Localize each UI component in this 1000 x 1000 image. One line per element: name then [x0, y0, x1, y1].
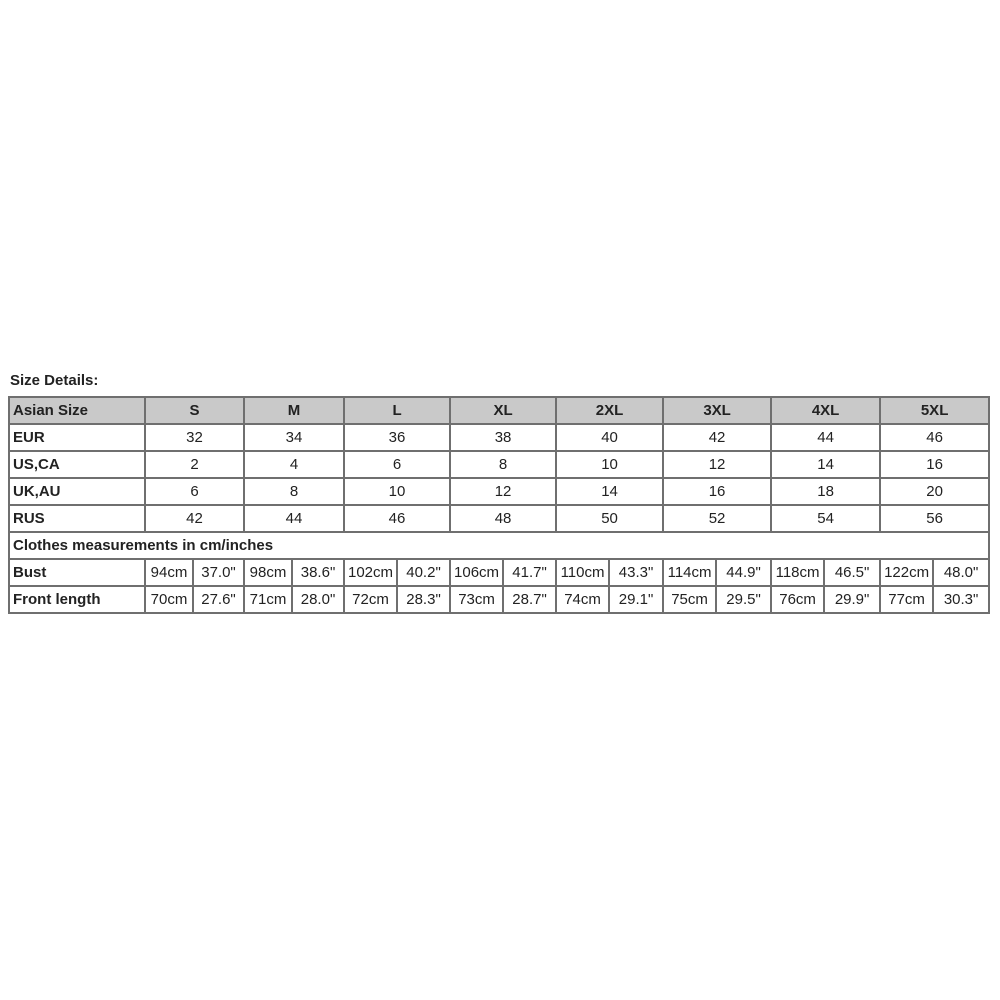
- measurement-cm-cell: 102cm: [344, 559, 397, 586]
- size-value-cell: 12: [663, 451, 771, 478]
- conversion-row: [9, 424, 989, 451]
- measurement-inch-cell: 38.6": [292, 559, 344, 586]
- size-value-cell: 8: [450, 451, 556, 478]
- row-label: US,CA: [9, 451, 145, 478]
- size-value-cell: 20: [880, 478, 989, 505]
- measurement-cm-cell: 77cm: [880, 586, 933, 613]
- size-value-cell: 4: [244, 451, 344, 478]
- size-value-cell: 34: [244, 424, 344, 451]
- size-chart-table: [8, 396, 990, 614]
- measurement-inch-cell: 29.9": [824, 586, 880, 613]
- measurement-cm-cell: 71cm: [244, 586, 292, 613]
- measurement-inch-cell: 30.3": [933, 586, 989, 613]
- size-header-4xl: 4XL: [771, 397, 880, 424]
- size-value-cell: 6: [145, 478, 244, 505]
- measurement-row: [9, 559, 989, 586]
- row-label: Bust: [9, 559, 145, 586]
- measurement-inch-cell: 41.7": [503, 559, 556, 586]
- row-label: UK,AU: [9, 478, 145, 505]
- size-value-cell: 42: [663, 424, 771, 451]
- size-value-cell: 16: [880, 451, 989, 478]
- measurement-cm-cell: 75cm: [663, 586, 716, 613]
- size-value-cell: 2: [145, 451, 244, 478]
- measurement-inch-cell: 46.5": [824, 559, 880, 586]
- size-value-cell: 10: [556, 451, 663, 478]
- conversion-row: [9, 505, 989, 532]
- measurement-inch-cell: 29.1": [609, 586, 663, 613]
- measurement-inch-cell: 43.3": [609, 559, 663, 586]
- size-header-l: L: [344, 397, 450, 424]
- size-value-cell: 12: [450, 478, 556, 505]
- size-header-m: M: [244, 397, 344, 424]
- measurement-cm-cell: 98cm: [244, 559, 292, 586]
- row-label: Front length: [9, 586, 145, 613]
- size-header-3xl: 3XL: [663, 397, 771, 424]
- size-value-cell: 50: [556, 505, 663, 532]
- measurement-cm-cell: 72cm: [344, 586, 397, 613]
- row-label: EUR: [9, 424, 145, 451]
- header-label: Asian Size: [9, 397, 145, 424]
- measurement-inch-cell: 37.0": [193, 559, 244, 586]
- size-details-title: Size Details:: [10, 372, 99, 389]
- size-value-cell: 46: [344, 505, 450, 532]
- size-value-cell: 14: [556, 478, 663, 505]
- size-value-cell: 54: [771, 505, 880, 532]
- size-value-cell: 18: [771, 478, 880, 505]
- measurement-inch-cell: 44.9": [716, 559, 771, 586]
- size-header-s: S: [145, 397, 244, 424]
- size-value-cell: 46: [880, 424, 989, 451]
- size-value-cell: 14: [771, 451, 880, 478]
- measurement-row: [9, 586, 989, 613]
- size-value-cell: 42: [145, 505, 244, 532]
- size-value-cell: 44: [771, 424, 880, 451]
- size-chart-body: [9, 397, 989, 613]
- size-value-cell: 10: [344, 478, 450, 505]
- measurement-inch-cell: 40.2": [397, 559, 450, 586]
- header-row: [9, 397, 989, 424]
- measurement-cm-cell: 70cm: [145, 586, 193, 613]
- measurement-cm-cell: 76cm: [771, 586, 824, 613]
- conversion-row: [9, 451, 989, 478]
- size-value-cell: 40: [556, 424, 663, 451]
- conversion-row: [9, 478, 989, 505]
- measurement-inch-cell: 48.0": [933, 559, 989, 586]
- measurement-cm-cell: 122cm: [880, 559, 933, 586]
- size-value-cell: 6: [344, 451, 450, 478]
- measurement-cm-cell: 73cm: [450, 586, 503, 613]
- measurement-inch-cell: 29.5": [716, 586, 771, 613]
- measurement-cm-cell: 114cm: [663, 559, 716, 586]
- size-value-cell: 44: [244, 505, 344, 532]
- row-label: RUS: [9, 505, 145, 532]
- measurement-inch-cell: 27.6": [193, 586, 244, 613]
- size-value-cell: 52: [663, 505, 771, 532]
- size-header-5xl: 5XL: [880, 397, 989, 424]
- size-value-cell: 48: [450, 505, 556, 532]
- size-value-cell: 16: [663, 478, 771, 505]
- measurement-inch-cell: 28.7": [503, 586, 556, 613]
- size-value-cell: 8: [244, 478, 344, 505]
- measurement-inch-cell: 28.3": [397, 586, 450, 613]
- measurement-cm-cell: 110cm: [556, 559, 609, 586]
- measurements-heading: Clothes measurements in cm/inches: [9, 532, 989, 559]
- measurement-inch-cell: 28.0": [292, 586, 344, 613]
- measurements-heading-row: [9, 532, 989, 559]
- measurement-cm-cell: 94cm: [145, 559, 193, 586]
- measurement-cm-cell: 74cm: [556, 586, 609, 613]
- size-header-2xl: 2XL: [556, 397, 663, 424]
- measurement-cm-cell: 118cm: [771, 559, 824, 586]
- size-value-cell: 56: [880, 505, 989, 532]
- size-value-cell: 32: [145, 424, 244, 451]
- measurement-cm-cell: 106cm: [450, 559, 503, 586]
- size-header-xl: XL: [450, 397, 556, 424]
- size-value-cell: 36: [344, 424, 450, 451]
- size-value-cell: 38: [450, 424, 556, 451]
